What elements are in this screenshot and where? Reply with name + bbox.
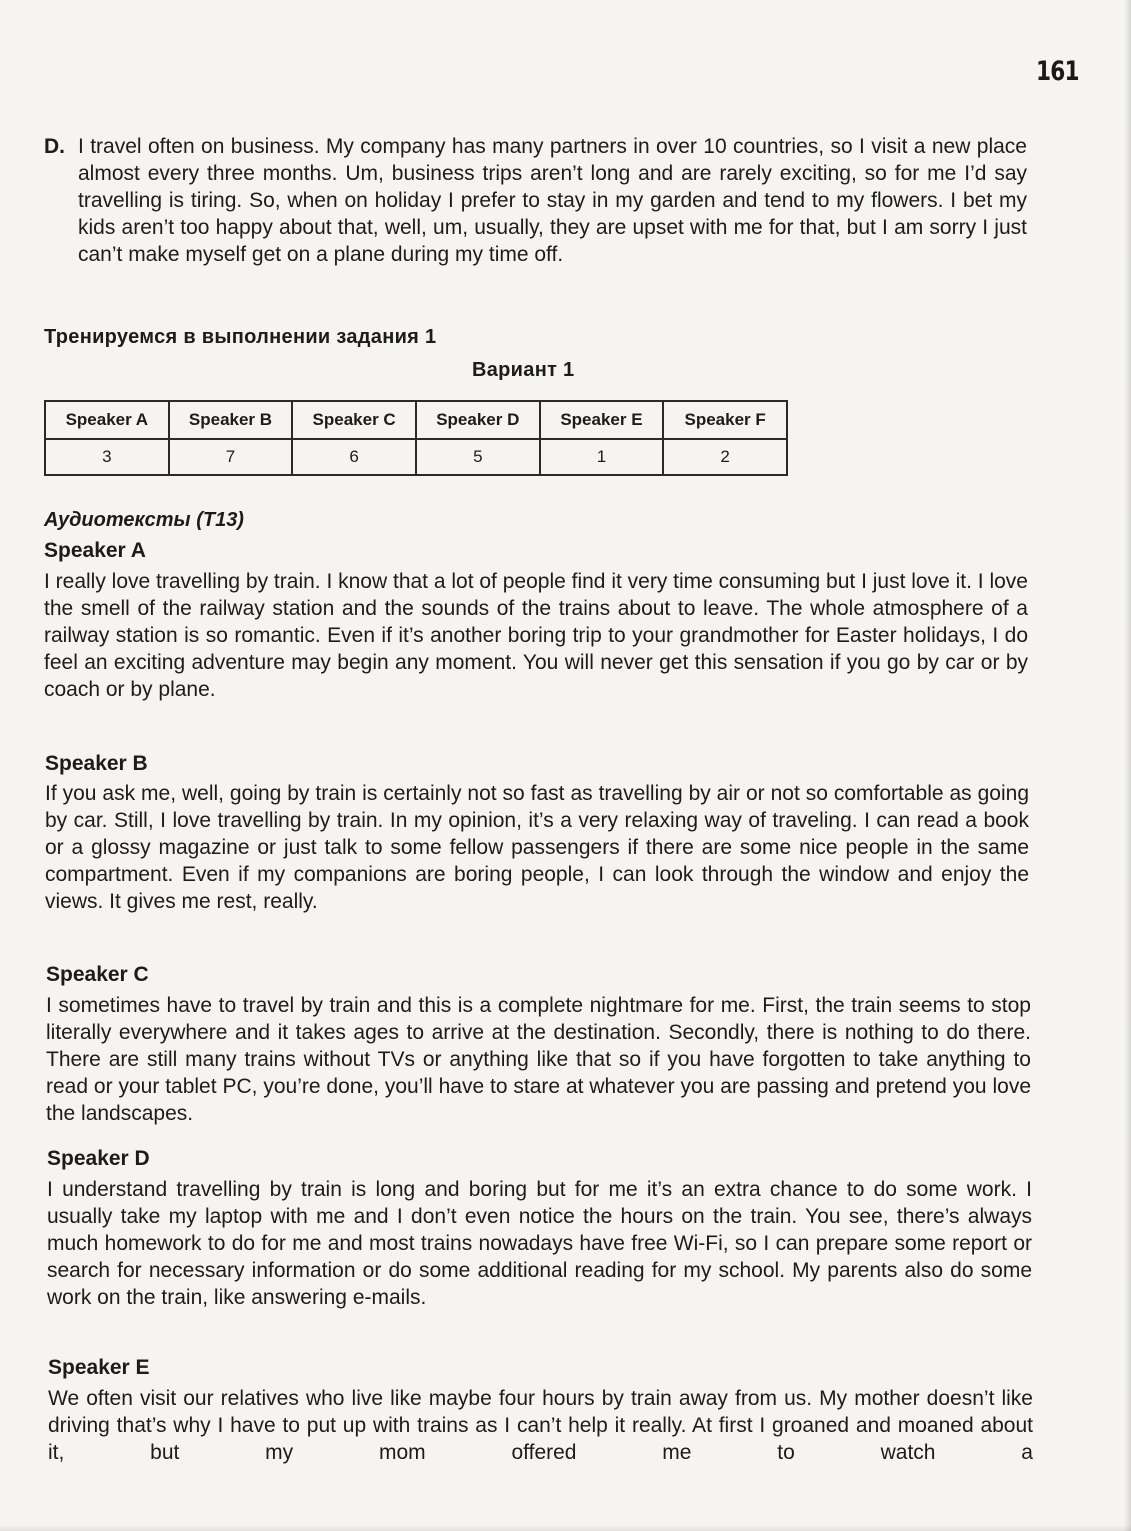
speaker-d-text: I understand travelling by train is long and boring but for me it’s an extra chance to do some work. I usually take my laptop with me and I don’t even notice the hours on the train. You see, there’s always much homework to do for me and most trains nowadays have free Wi-Fi, so I can prepare some report or search for necessary information or do some additional reading for my school. My parents also do some work on the train, like answering e-mails.: [47, 1178, 1032, 1309]
answers-value-cell: 1: [540, 439, 664, 475]
speaker-c-heading: Speaker C: [46, 963, 149, 986]
answers-table: [44, 400, 788, 476]
paragraph-d-letter: D.: [44, 135, 65, 158]
answers-header-cell: Speaker A: [45, 401, 169, 439]
answers-value-cell: 3: [45, 439, 169, 475]
page-bottom-shadow: [0, 1525, 1131, 1531]
page-number: 161: [1036, 56, 1079, 87]
answers-header-cell: Speaker C: [292, 401, 416, 439]
answers-header-cell: Speaker B: [169, 401, 293, 439]
answers-header-cell: Speaker E: [540, 401, 664, 439]
speaker-e-text: We often visit our relatives who live like maybe four hours by train away from us. My mother doesn’t like driving that’s why I have to put up with trains as I can’t help it really. At first I groaned and moaned about it, but my mom offered me to watch a: [48, 1387, 1033, 1464]
answers-header-cell: Speaker D: [416, 401, 540, 439]
page-edge-shadow: [1124, 0, 1131, 1531]
speaker-e-heading: Speaker E: [48, 1356, 150, 1379]
speaker-a-heading: Speaker A: [44, 539, 146, 562]
answers-header-cell: Speaker F: [663, 401, 787, 439]
paragraph-d-text: I travel often on business. My company has many partners in over 10 countries, so I visit a new place almost every three months. Um, business trips aren’t long and are rarely exciting, so for me I’d say travelling is tiring. So, when on holiday I prefer to stay in my garden and tend to my flowers. I bet my kids aren’t too happy about that, well, um, usually, they are upset with me for that, but I am sorry I just can’t make myself get on a plane during my time off.: [78, 135, 1027, 266]
speaker-b-text: If you ask me, well, going by train is certainly not so fast as travelling by air or not so comfortable as going by car. Still, I love travelling by train. In my opinion, it’s a very relaxing way of traveling. I can read a book or a glossy magazine or just talk to some fellow passengers if there are some nice people in the same compartment. Even if my companions are boring people, I can look through the window and enjoy the views. It gives me rest, really.: [45, 782, 1029, 913]
speaker-d-heading: Speaker D: [47, 1147, 150, 1170]
answers-value-row: [45, 439, 787, 475]
speaker-a-text: I really love travelling by train. I know that a lot of people find it very time consuming but I just love it. I love the smell of the railway station and the sounds of the trains about to leave. The whole atmosphere of a railway station is so romantic. Even if it’s another boring trip to your grandmother for Easter holidays, I do feel an exciting adventure may begin any moment. You will never get this sensation if you go by car or by coach or by plane.: [44, 570, 1028, 701]
answers-value-cell: 5: [416, 439, 540, 475]
audio-texts-title: Аудиотексты (T13): [44, 509, 244, 531]
speaker-c-text: I sometimes have to travel by train and this is a complete nightmare for me. First, the train seems to stop literally everywhere and it takes ages to arrive at the destination. Secondly, there is nothing to do there. There are still many trains without TVs or anything like that so if you have forgotten to take anything to read or your tablet PC, you’re done, you’ll have to stare at whatever you are passing and pretend you love the landscapes.: [46, 994, 1031, 1125]
answers-value-cell: 6: [292, 439, 416, 475]
variant-title: Вариант 1: [472, 359, 575, 381]
answers-header-row: [45, 401, 787, 439]
section-title: Тренируемся в выполнении задания 1: [44, 326, 437, 348]
answers-value-cell: 2: [663, 439, 787, 475]
speaker-b-heading: Speaker B: [45, 752, 148, 775]
answers-value-cell: 7: [169, 439, 293, 475]
